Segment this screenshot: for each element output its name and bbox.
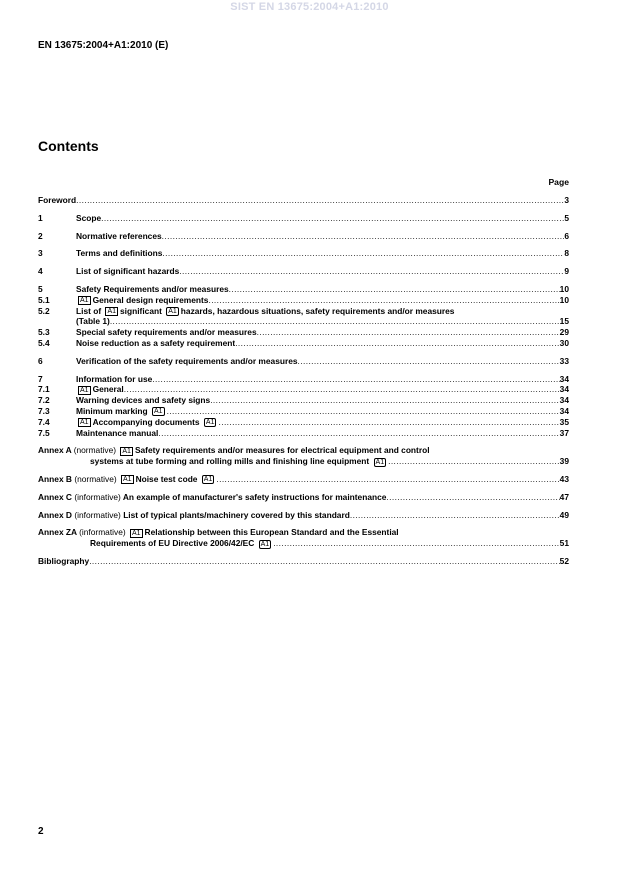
toc-entry-maintenance-manual[interactable] — [38, 428, 569, 439]
toc-entry-page: 15 — [559, 316, 569, 327]
toc-entry-page: 39 — [559, 456, 569, 467]
dot-leader — [179, 266, 564, 277]
amendment-start-marker: A1 — [80, 297, 89, 305]
dot-leader — [101, 213, 564, 224]
toc-annex-a[interactable] — [38, 445, 569, 456]
dot-leader — [208, 295, 559, 306]
toc-entry-title: A1 Accompanying documents A1 — [80, 416, 215, 427]
toc-entry-title: Noise reduction as a safety requirement — [76, 337, 236, 348]
amendment-start-marker: A1 — [107, 308, 117, 316]
amendment-start-marker: A1 — [122, 447, 131, 455]
toc-entry-safety-requirements[interactable] — [38, 284, 569, 295]
toc-entry-page: 30 — [559, 337, 569, 348]
amendment-end-marker: A1 — [168, 308, 177, 316]
dot-leader — [162, 248, 564, 259]
dot-leader — [158, 428, 559, 439]
amendment-end-marker: A1 — [203, 476, 213, 484]
toc-entry-page: 51 — [559, 538, 569, 549]
toc-entry-number: 7.4 — [38, 416, 50, 427]
amendment-start-marker: A1 — [123, 476, 132, 484]
toc-annex-title: Annex A (normative) A1 Safety requirements and/or measures for electrical equipment and control — [38, 445, 430, 456]
toc-annex-d[interactable] — [38, 510, 569, 521]
dot-leader — [110, 316, 560, 327]
dot-leader — [298, 356, 560, 367]
toc-entry-page: 34 — [559, 373, 569, 384]
toc-entry-title: Maintenance manual — [76, 427, 159, 438]
toc-entry-title: A1 General design requirements — [80, 294, 209, 305]
toc-entry-number: 4 — [38, 266, 43, 277]
toc-annex-continuation — [38, 538, 569, 549]
table-of-contents — [38, 195, 569, 567]
dot-leader — [167, 406, 560, 417]
toc-annex-title-continuation: systems at tube forming and rolling mills and finishing line equipment A1 — [90, 456, 385, 467]
toc-entry-warning-devices[interactable] — [38, 395, 569, 406]
toc-entry-title-continuation: (Table 1) — [76, 316, 110, 327]
toc-entry-continuation — [38, 316, 569, 327]
toc-entry-accompanying-documents[interactable] — [38, 417, 569, 428]
page-column-heading: Page — [548, 177, 569, 187]
toc-annex-title: Annex C (informative) An example of manufacturer's safety instructions for maintenance — [38, 491, 387, 502]
dot-leader — [235, 338, 559, 349]
toc-annex-za[interactable] — [38, 527, 569, 538]
toc-annex-title: Annex ZA (informative) A1 Relationship between this European Standard and the Essential — [38, 527, 399, 538]
toc-entry-title: Foreword — [38, 195, 77, 205]
dot-leader — [124, 384, 560, 395]
toc-entry-general[interactable] — [38, 384, 569, 395]
toc-entry-number: 5 — [38, 283, 43, 294]
amendment-start-marker: A1 — [80, 386, 89, 394]
toc-entry-page: 37 — [559, 427, 569, 438]
toc-entry-page: 52 — [559, 555, 569, 566]
toc-entry-page: 10 — [559, 294, 569, 305]
dot-leader — [218, 417, 559, 428]
toc-entry-page: 34 — [559, 405, 569, 416]
toc-entry-title: Verification of the safety requirements and/or measures — [76, 355, 298, 366]
amendment-end-marker: A1 — [205, 419, 215, 427]
toc-entry-page: 47 — [559, 491, 569, 502]
dot-leader — [386, 492, 559, 503]
toc-entry-title: A1 General — [80, 384, 124, 395]
amendment-end-marker: A1 — [375, 458, 385, 466]
toc-entry-title: Bibliography — [38, 555, 90, 566]
toc-entry-title: Normative references — [76, 230, 162, 241]
dot-leader — [210, 395, 559, 406]
toc-entry-title: List of significant hazards — [76, 266, 180, 277]
toc-entry-page: 34 — [559, 384, 569, 395]
toc-entry-terms-and-definitions[interactable] — [38, 248, 569, 259]
toc-entry-page: 29 — [559, 327, 569, 338]
contents-title: Contents — [38, 138, 99, 154]
toc-entry-page: 8 — [564, 248, 569, 259]
watermark-text: SIST EN 13675:2004+A1:2010 — [230, 1, 389, 13]
toc-annex-continuation — [38, 456, 569, 467]
dot-leader — [89, 556, 559, 567]
toc-annex-c[interactable] — [38, 492, 569, 503]
toc-entry-scope[interactable] — [38, 213, 569, 224]
toc-entry-title: Special safety requirements and/or measures — [76, 327, 257, 338]
amendment-start-marker: A1 — [131, 529, 141, 537]
amendment-start-marker: A1 — [80, 419, 89, 427]
toc-entry-significant-hazards[interactable] — [38, 266, 569, 277]
toc-entry-page: 34 — [559, 395, 569, 406]
toc-annex-b[interactable] — [38, 474, 569, 485]
toc-entry-number: 5.2 — [38, 305, 50, 316]
amendment-end-marker: A1 — [260, 540, 270, 548]
toc-entry-page: 5 — [564, 212, 569, 223]
toc-entry-page: 10 — [559, 283, 569, 294]
toc-entry-foreword[interactable] — [38, 195, 569, 206]
dot-leader — [216, 474, 559, 485]
toc-annex-title-continuation: Requirements of EU Directive 2006/42/EC A1 — [90, 538, 270, 549]
toc-entry-normative-references[interactable] — [38, 231, 569, 242]
toc-entry-noise-reduction[interactable] — [38, 338, 569, 349]
toc-entry-title: Safety Requirements and/or measures — [76, 283, 229, 294]
toc-entry-special-safety-requirements[interactable] — [38, 327, 569, 338]
page-number: 2 — [38, 826, 44, 837]
dot-leader — [273, 538, 559, 549]
toc-annex-title: Annex D (informative) List of typical plants/machinery covered by this standard — [38, 509, 350, 520]
toc-entry-page: 3 — [564, 195, 569, 205]
toc-entry-number: 1 — [38, 212, 43, 223]
dot-leader — [76, 195, 564, 206]
toc-entry-number: 7.1 — [38, 384, 50, 395]
toc-entry-minimum-marking[interactable] — [38, 406, 569, 417]
toc-entry-page: 6 — [564, 230, 569, 241]
toc-entry-number: 7 — [38, 373, 43, 384]
toc-entry-title: Scope — [76, 212, 102, 223]
toc-entry-general-design-requirements[interactable] — [38, 295, 569, 306]
toc-entry-title: Warning devices and safety signs — [76, 395, 211, 406]
toc-entry-title: Minimum marking A1 — [76, 405, 163, 416]
toc-entry-page: 33 — [559, 355, 569, 366]
dot-leader — [152, 374, 559, 385]
toc-entry-number: 5.3 — [38, 327, 50, 338]
toc-entry-verification[interactable] — [38, 356, 569, 367]
toc-entry-title: Terms and definitions — [76, 248, 163, 259]
toc-entry-bibliography[interactable] — [38, 556, 569, 567]
dot-leader — [229, 284, 560, 295]
dot-leader — [388, 456, 560, 467]
toc-entry-number: 6 — [38, 355, 43, 366]
toc-entry-information-for-use[interactable] — [38, 374, 569, 385]
toc-entry-number: 3 — [38, 248, 43, 259]
toc-annex-title: Annex B (normative) A1 Noise test code A1 — [38, 473, 213, 484]
dot-leader — [257, 327, 560, 338]
toc-entry-number: 5.4 — [38, 337, 50, 348]
toc-entry-page: 43 — [559, 473, 569, 484]
dot-leader — [350, 510, 560, 521]
toc-entry-title: Information for use — [76, 373, 153, 384]
document-id: EN 13675:2004+A1:2010 (E) — [38, 40, 169, 51]
toc-entry-number: 5.1 — [38, 294, 50, 305]
toc-entry-number: 7.3 — [38, 405, 50, 416]
toc-entry-title: List of A1 significant A1 hazards, hazardous situations, safety requirements and/or measures — [76, 305, 455, 316]
toc-entry-number: 7.2 — [38, 395, 50, 406]
toc-entry-number: 7.5 — [38, 427, 50, 438]
toc-entry-page: 35 — [559, 416, 569, 427]
toc-entry-page: 9 — [564, 266, 569, 277]
toc-entry-page: 49 — [559, 509, 569, 520]
toc-entry-list-of-significant-hazards[interactable] — [38, 306, 569, 317]
toc-entry-number: 2 — [38, 230, 43, 241]
amendment-end-marker: A1 — [154, 408, 163, 416]
dot-leader — [162, 231, 565, 242]
